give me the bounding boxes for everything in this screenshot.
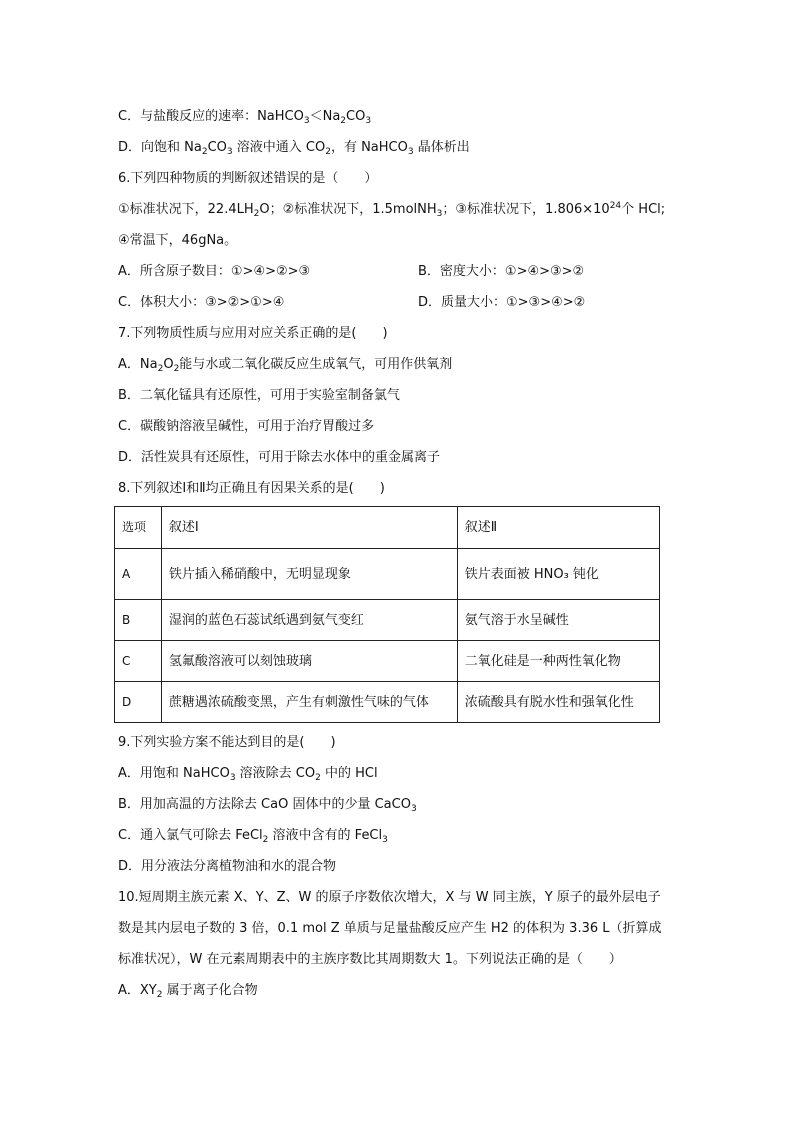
q9-option-c: C．通入氯气可除去 FeCl$_2$ 溶液中含有的 FeCl$_3$ <box>118 828 388 845</box>
q9-option-b: B．用加高温的方法除去 CaO 固体中的少量 CaCO$_3$ <box>118 797 417 814</box>
q8-header-statement1: 叙述Ⅰ <box>161 507 457 549</box>
q8-stem: 8.下列叙述Ⅰ和Ⅱ均正确且有因果关系的是( ) <box>118 481 385 496</box>
q8-table-row <box>115 549 660 600</box>
q6-options-row2 <box>118 287 734 318</box>
q6-items-line2: ④常温下，46gNa。 <box>118 233 238 248</box>
q8-table-header <box>115 507 660 549</box>
q9-option-d: D．用分液法分离植物油和水的混合物 <box>118 859 337 874</box>
q5-option-d: D．向饱和 $Na_2CO_3$ 溶液中通入 $CO_2$，有 NaHCO$_3$ 晶体析出 <box>118 140 470 157</box>
q7-stem: 7.下列物质性质与应用对应关系正确的是( ) <box>118 326 388 341</box>
q8-table-row <box>115 641 660 682</box>
q10-stem-line1: 10.短周期主族元素 X、Y、Z、W 的原子序数依次增大，X 与 W 同主族，Y 原子的最外层电子 <box>118 890 661 905</box>
q10-option-a: A．$XY_2$ 属于离子化合物 <box>118 983 258 1000</box>
q8-row-statement2: 二氧化硅是一种两性氧化物 <box>457 641 659 682</box>
q8-header-statement2: 叙述Ⅱ <box>457 507 659 549</box>
q8-row-statement2: 铁片表面被 HNO₃ 钝化 <box>457 549 659 600</box>
q5-option-c: C．与盐酸反应的速率：$NaHCO_3<Na_2CO_3$ <box>118 109 372 126</box>
q8-row-option: A <box>115 549 162 600</box>
q7-option-c: C．碳酸钠溶液呈碱性，可用于治疗胃酸过多 <box>118 419 375 434</box>
q8-table-row <box>115 682 660 723</box>
q8-header-option: 选项 <box>115 507 162 549</box>
q7-option-a: A．$Na_2O_2$能与水或二氧化碳反应生成氧气，可用作供氧剂 <box>118 357 453 374</box>
q6-option-c: C．体积大小：③>②>①>④ <box>118 295 285 310</box>
q8-row-option: C <box>115 641 162 682</box>
q7-option-d: D．活性炭具有还原性，可用于除去水体中的重金属离子 <box>118 450 441 465</box>
q8-row-statement1: 蔗糖遇浓硫酸变黑，产生有刺激性气味的气体 <box>161 682 457 723</box>
q6-option-b: B．密度大小：①>④>③>② <box>418 264 585 279</box>
q8-table <box>114 506 660 723</box>
q8-row-statement2: 浓硫酸具有脱水性和强氧化性 <box>457 682 659 723</box>
q6-stem: 6.下列四种物质的判断叙述错误的是（ ） <box>118 171 378 186</box>
q8-row-statement1: 湿润的蓝色石蕊试纸遇到氨气变红 <box>161 600 457 641</box>
q6-items-line1: ①标准状况下，$22.4LH_2O$；②标准状况下，1.5molNH$_3$；③标准状况下，$1.806\times 10^{24}$个 HCl; <box>118 201 666 219</box>
q10-stem-line2: 数是其内层电子数的 3 倍，0.1 mol Z 单质与足量盐酸反应产生 H2 的体积为 3.36 L（折算成 <box>118 921 662 936</box>
q8-row-option: B <box>115 600 162 641</box>
q8-row-statement1: 氢氟酸溶液可以刻蚀玻璃 <box>161 641 457 682</box>
q6-option-d: D．质量大小：①>③>④>② <box>418 295 586 310</box>
q9-stem: 9.下列实验方案不能达到目的是( ) <box>118 735 336 750</box>
q7-option-b: B．二氧化锰具有还原性，可用于实验室制备氯气 <box>118 388 400 403</box>
q8-row-option: D <box>115 682 162 723</box>
q6-option-a: A．所含原子数目：①>④>②>③ <box>118 264 311 279</box>
q8-table-row <box>115 600 660 641</box>
q10-stem-line3: 标准状况），W 在元素周期表中的主族序数比其周期数大 1。下列说法正确的是（ ） <box>118 952 622 967</box>
q8-row-statement2: 氨气溶于水呈碱性 <box>457 600 659 641</box>
q6-options-row1 <box>118 256 734 287</box>
q9-option-a: A．用饱和 NaHCO$_3$ 溶液除去 $CO_2$ 中的 HCl <box>118 766 378 783</box>
q8-row-statement1: 铁片插入稀硝酸中，无明显现象 <box>161 549 457 600</box>
